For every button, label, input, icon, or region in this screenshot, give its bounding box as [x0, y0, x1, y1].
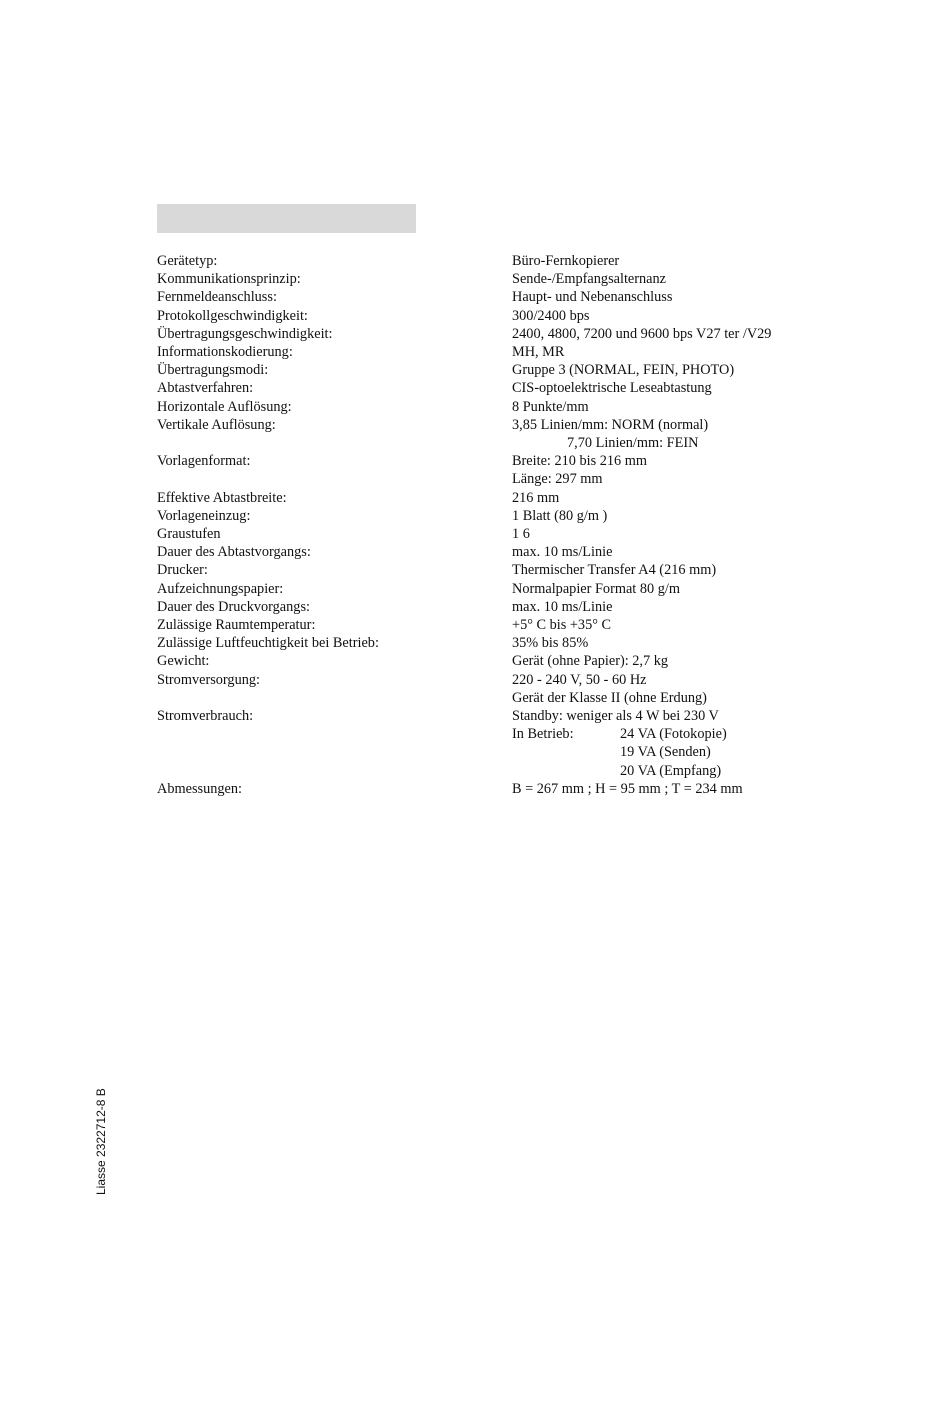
spec-row	[157, 288, 837, 306]
spec-value: Standby: weniger als 4 W bei 230 V	[512, 708, 719, 725]
spec-label: Zulässige Raumtemperatur:	[157, 617, 316, 634]
spec-row	[157, 525, 837, 543]
side-reference-text: Liasse 2322712-8 B	[94, 1088, 108, 1195]
spec-row	[157, 398, 837, 416]
spec-row-continued	[157, 725, 837, 743]
spec-row	[157, 361, 837, 379]
spec-row	[157, 598, 837, 616]
spec-label: Vertikale Auflösung:	[157, 416, 276, 433]
spec-label: Stromversorgung:	[157, 671, 260, 688]
spec-value: Breite: 210 bis 216 mm	[512, 453, 648, 470]
spec-value: 35% bis 85%	[512, 635, 589, 652]
spec-value: Normalpapier Format 80 g/m	[512, 580, 680, 597]
spec-row	[157, 270, 837, 288]
spec-label: Graustufen	[157, 526, 221, 543]
spec-value: Haupt- und Nebenanschluss	[512, 289, 673, 306]
spec-value: Thermischer Transfer A4 (216 mm)	[512, 562, 717, 579]
spec-label: Dauer des Abtastvorgangs:	[157, 544, 311, 561]
spec-row	[157, 489, 837, 507]
spec-label: Übertragungsmodi:	[157, 362, 269, 379]
spec-row	[157, 343, 837, 361]
spec-label: Übertragungsgeschwindigkeit:	[157, 325, 333, 342]
spec-list	[157, 252, 837, 798]
spec-label: Vorlageneinzug:	[157, 507, 251, 524]
spec-label: Kommunikationsprinzip:	[157, 271, 301, 288]
spec-row	[157, 252, 837, 270]
spec-row	[157, 452, 837, 470]
spec-label: Horizontale Auflösung:	[157, 398, 292, 415]
spec-label: Gewicht:	[157, 653, 210, 670]
spec-value: 2400, 4800, 7200 und 9600 bps V27 ter /V29	[512, 325, 772, 342]
spec-row-continued	[157, 762, 837, 780]
spec-label: Protokollgeschwindigkeit:	[157, 307, 308, 324]
spec-row	[157, 671, 837, 689]
betrieb-value: 24 VA (Fotokopie)	[620, 726, 727, 743]
spec-value: 1 Blatt (80 g/m )	[512, 507, 608, 524]
spec-row	[157, 416, 837, 434]
spec-value: Gerät (ohne Papier): 2,7 kg	[512, 653, 669, 670]
spec-row	[157, 379, 837, 397]
spec-row-continued	[157, 434, 837, 452]
betrieb-value: 20 VA (Empfang)	[620, 762, 722, 779]
spec-label: Gerätetyp:	[157, 253, 218, 269]
spec-label: Stromverbrauch:	[157, 708, 254, 725]
spec-value: Sende-/Empfangsalternanz	[512, 271, 667, 288]
spec-row	[157, 325, 837, 343]
spec-row-continued	[157, 689, 837, 707]
spec-row	[157, 580, 837, 598]
spec-label: Vorlagenformat:	[157, 453, 251, 470]
spec-label: Abmessungen:	[157, 780, 242, 797]
spec-row-continued	[157, 470, 837, 488]
spec-value: 220 - 240 V, 50 - 60 Hz	[512, 671, 647, 688]
spec-value: 300/2400 bps	[512, 307, 590, 324]
spec-value-continued: 7,70 Linien/mm: FEIN	[567, 435, 699, 452]
spec-row	[157, 307, 837, 325]
spec-row	[157, 507, 837, 525]
spec-label: Abtastverfahren:	[157, 380, 254, 397]
spec-label: Dauer des Druckvorgangs:	[157, 598, 310, 615]
spec-row	[157, 634, 837, 652]
spec-row	[157, 652, 837, 670]
spec-label: Aufzeichnungspapier:	[157, 580, 284, 597]
spec-value: 8 Punkte/mm	[512, 398, 589, 415]
spec-row	[157, 780, 837, 798]
spec-label: Zulässige Luftfeuchtigkeit bei Betrieb:	[157, 635, 379, 652]
spec-label: Informationskodierung:	[157, 344, 293, 361]
spec-label: Drucker:	[157, 562, 208, 579]
section-header-bar	[157, 204, 416, 233]
spec-value: 1 6	[512, 526, 530, 543]
spec-value-continued: Gerät der Klasse II (ohne Erdung)	[512, 689, 707, 706]
spec-row	[157, 707, 837, 725]
spec-value: Gruppe 3 (NORMAL, FEIN, PHOTO)	[512, 362, 735, 379]
spec-row	[157, 561, 837, 579]
spec-row	[157, 616, 837, 634]
spec-value: 3,85 Linien/mm: NORM (normal)	[512, 416, 709, 433]
betrieb-value: 19 VA (Senden)	[620, 744, 711, 761]
spec-value: MH, MR	[512, 344, 565, 361]
spec-value: B = 267 mm ; H = 95 mm ; T = 234 mm	[512, 780, 743, 797]
spec-value-continued: Länge: 297 mm	[512, 471, 603, 488]
spec-value: max. 10 ms/Linie	[512, 544, 613, 561]
spec-value: 216 mm	[512, 489, 560, 506]
spec-label: Fernmeldeanschluss:	[157, 289, 277, 306]
spec-value: CIS-optoelektrische Leseabtastung	[512, 380, 712, 397]
spec-row	[157, 543, 837, 561]
spec-row-continued	[157, 743, 837, 761]
spec-value: +5° C bis +35° C	[512, 617, 612, 634]
spec-label: Effektive Abtastbreite:	[157, 489, 287, 506]
spec-value: Büro-Fernkopierer	[512, 253, 620, 269]
spec-value: max. 10 ms/Linie	[512, 598, 613, 615]
betrieb-label: In Betrieb:	[512, 726, 574, 743]
